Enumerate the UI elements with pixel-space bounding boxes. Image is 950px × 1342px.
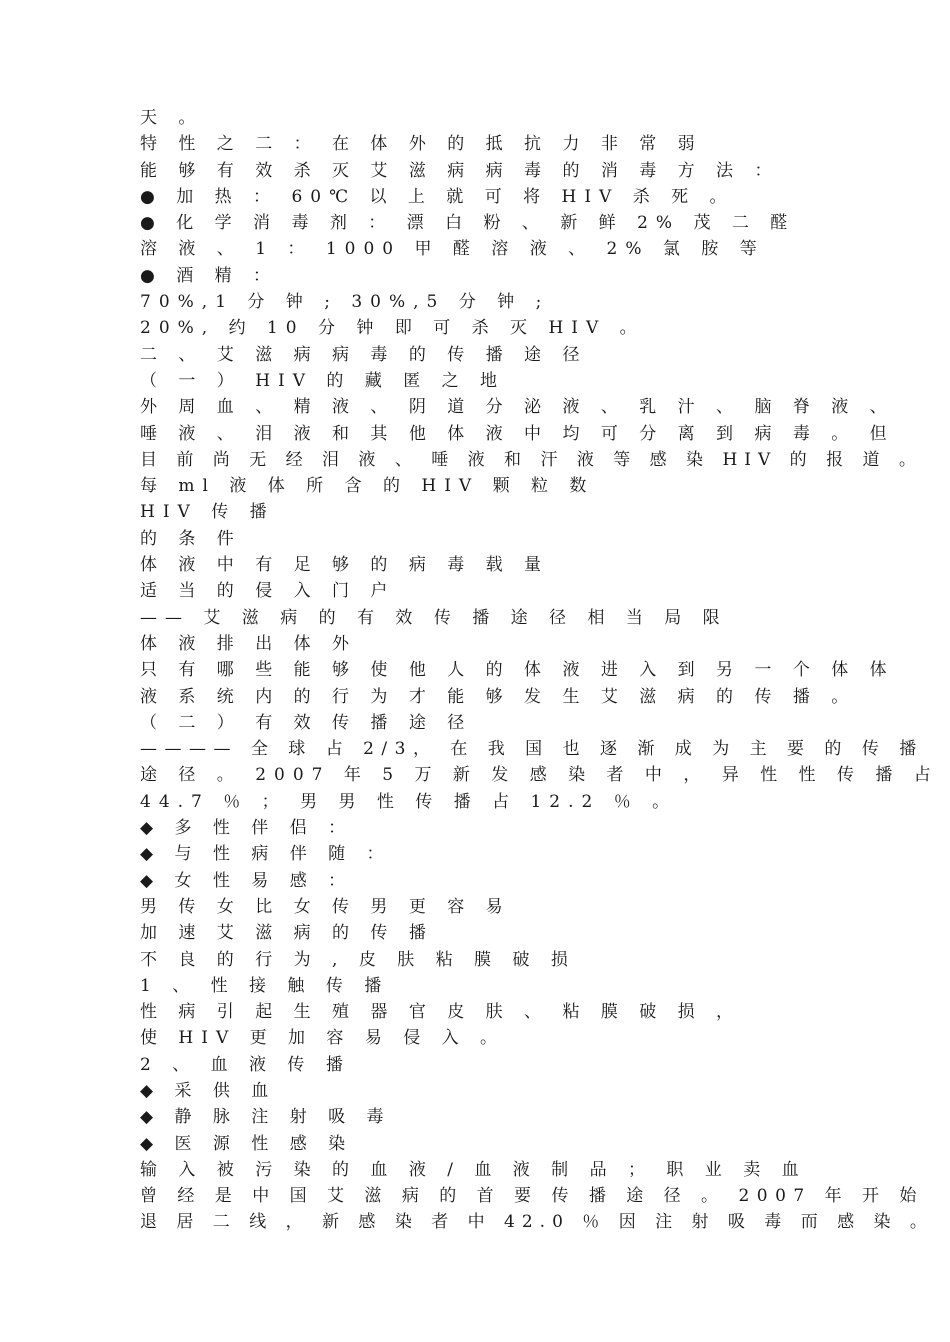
text-line: 输 入 被 污 染 的 血 液 / 血 液 制 品 ； 职 业 卖 血 <box>140 1159 807 1180</box>
text-line: 2 、 血 液 传 播 <box>140 1054 351 1075</box>
text-line: 唾 液 、 泪 液 和 其 他 体 液 中 均 可 分 离 到 病 毒 。 但 <box>140 423 895 444</box>
text-line: 体 液 排 出 体 外 <box>140 633 358 654</box>
text-line: ◆ 静 脉 注 射 吸 毒 <box>140 1107 392 1128</box>
text-line: 目 前 尚 无 经 泪 液 、 唾 液 和 汗 液 等 感 染 HIV 的 报 道 。 <box>140 449 923 470</box>
text-line: 每 ml 液 体 所 含 的 HIV 颗 粒 数 <box>140 476 595 497</box>
text-line: ◆ 采 供 血 <box>140 1080 277 1101</box>
text-line: ———— 全 球 占 2/3， 在 我 国 也 逐 渐 成 为 主 要 的 传 播 <box>140 739 924 760</box>
text-line: 20%, 约 10 分 钟 即 可 杀 灭 HIV 。 <box>140 318 645 339</box>
text-line: 性 病 引 起 生 殖 器 官 皮 肤 、 粘 膜 破 损 ， <box>140 1002 742 1023</box>
text-line: 液 系 统 内 的 行 为 才 能 够 发 生 艾 滋 病 的 传 播 。 <box>140 686 857 707</box>
text-line: 二 、 艾 滋 病 病 毒 的 传 播 途 径 <box>140 344 588 365</box>
text-line: 不 良 的 行 为 , 皮 肤 粘 膜 破 损 <box>140 949 576 970</box>
text-line: HIV 传 播 <box>140 502 275 523</box>
text-line: ◆ 与 性 病 伴 随 ： <box>140 844 392 865</box>
text-line: 只 有 哪 些 能 够 使 他 人 的 体 液 进 入 到 另 一 个 体 体 <box>140 660 895 681</box>
text-line: ◆ 多 性 伴 侣 ： <box>140 818 354 839</box>
text-line: （ 一 ） HIV 的 藏 匿 之 地 <box>140 370 506 391</box>
text-line: 适 当 的 侵 入 门 户 <box>140 581 396 602</box>
text-line: ● 加 热 ： 60℃ 以 上 就 可 将 HIV 杀 死 。 <box>140 186 735 207</box>
text-line: 能 够 有 效 杀 灭 艾 滋 病 病 毒 的 消 毒 方 法 ： <box>140 160 780 181</box>
text-line: （ 二 ） 有 效 传 播 途 径 <box>140 712 473 733</box>
text-line: ◆ 医 源 性 感 染 <box>140 1133 354 1154</box>
text-line: 加 速 艾 滋 病 的 传 播 <box>140 923 434 944</box>
text-line: 的 条 件 <box>140 528 242 549</box>
text-line: ◆ 女 性 易 感 ： <box>140 870 354 891</box>
text-line: 特 性 之 二 ： 在 体 外 的 抵 抗 力 非 常 弱 <box>140 134 703 155</box>
text-line: 溶 液 、 1 ： 1000 甲 醛 溶 液 、 2% 氯 胺 等 <box>140 239 765 260</box>
text-line: 体 液 中 有 足 够 的 病 毒 载 量 <box>140 555 550 576</box>
text-line: 天 。 <box>140 108 204 128</box>
text-line: 70%,1 分 钟 ; 30%,5 分 钟 ; <box>140 292 550 313</box>
document-body <box>140 105 939 1236</box>
text-line: 44.7 ％ ； 男 男 性 传 播 占 12.2 ％ 。 <box>140 791 678 812</box>
text-line: ● 化 学 消 毒 剂 ： 漂 白 粉 、 新 鲜 2% 茂 二 醛 <box>140 213 796 234</box>
text-line: 外 周 血 、 精 液 、 阴 道 分 泌 液 、 乳 汁 、 脑 脊 液 、 <box>140 397 895 418</box>
text-line: 退 居 二 线 ， 新 感 染 者 中 42.0 ％ 因 注 射 吸 毒 而 感 染 。 <box>140 1212 934 1233</box>
text-line: ● 酒 精 ： <box>140 265 279 286</box>
text-line: —— 艾 滋 病 的 有 效 传 播 途 径 相 当 局 限 <box>140 607 728 628</box>
text-line: 途 径 。 2007 年 5 万 新 发 感 染 者 中 ， 异 性 性 传 播 占 <box>140 765 939 786</box>
text-line: 使 HIV 更 加 容 易 侵 入 。 <box>140 1028 506 1049</box>
text-line: 男 传 女 比 女 传 男 更 容 易 <box>140 896 511 917</box>
text-line: 1 、 性 接 触 传 播 <box>140 975 390 996</box>
text-line: 曾 经 是 中 国 艾 滋 病 的 首 要 传 播 途 径 。 2007 年 开 始 <box>140 1186 924 1207</box>
